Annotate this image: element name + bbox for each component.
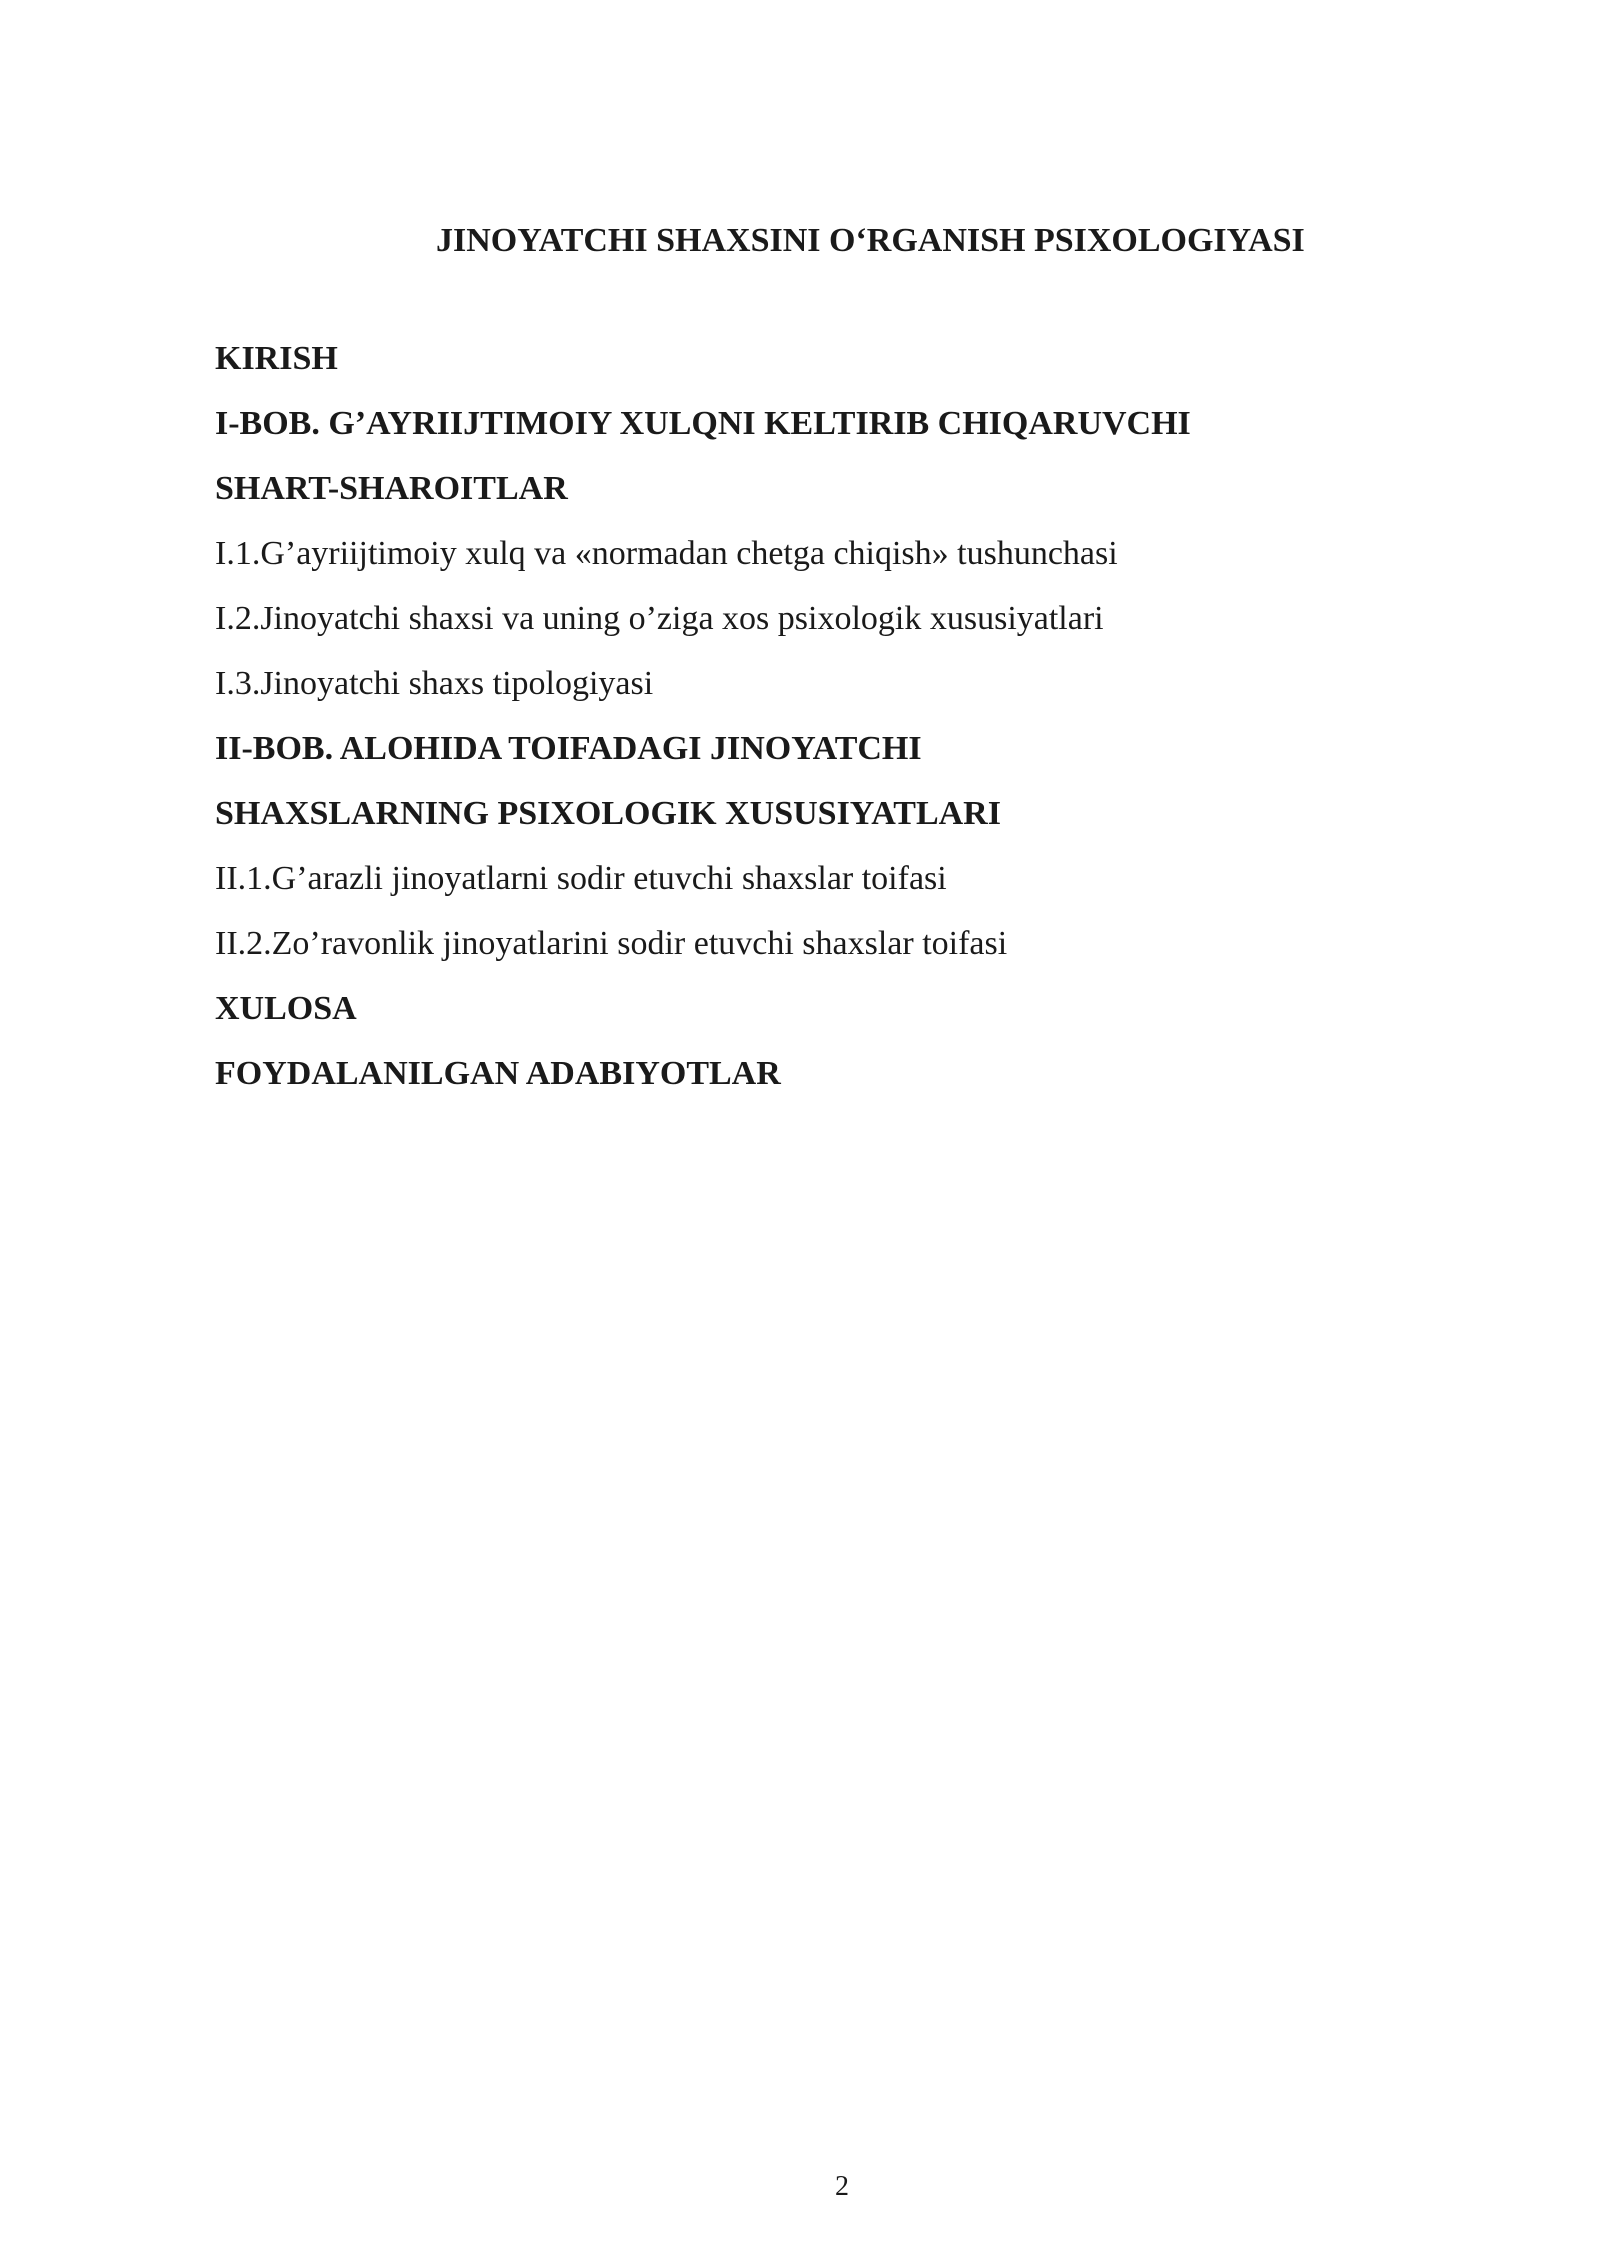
- toc-item-kirish: KIRISH: [215, 340, 338, 377]
- toc-item-xulosa: XULOSA: [215, 990, 357, 1027]
- toc-item-section-1-2: I.2.Jinoyatchi shaxsi va uning o’ziga xos psixologik xususiyatlari: [215, 600, 1104, 637]
- toc-item-section-1-1: I.1.G’ayriijtimoiy xulq va «normadan chetga chiqish» tushunchasi: [215, 535, 1118, 572]
- page-number: 2: [835, 2171, 849, 2202]
- page-title: JINOYATCHI SHAXSINI O‘RGANISH PSIXOLOGIYASI: [436, 222, 1305, 259]
- toc-item-section-1-3: I.3.Jinoyatchi shaxs tipologiyasi: [215, 665, 654, 702]
- table-of-contents: [215, 326, 1191, 1106]
- toc-item-chapter-2-line-2: SHAXSLARNING PSIXOLOGIK XUSUSIYATLARI: [215, 795, 1001, 832]
- toc-item-section-2-1: II.1.G’arazli jinoyatlarni sodir etuvchi shaxslar toifasi: [215, 860, 947, 897]
- toc-item-adabiyotlar: FOYDALANILGAN ADABIYOTLAR: [215, 1055, 781, 1092]
- toc-item-chapter-1-line-1: I-BOB. G’AYRIIJTIMOIY XULQNI KELTIRIB CHIQARUVCHI: [215, 405, 1191, 442]
- toc-item-section-2-2: II.2.Zo’ravonlik jinoyatlarini sodir etuvchi shaxslar toifasi: [215, 925, 1008, 962]
- toc-item-chapter-2-line-1: II-BOB. ALOHIDA TOIFADAGI JINOYATCHI: [215, 730, 922, 767]
- toc-item-chapter-1-line-2: SHART-SHAROITLAR: [215, 470, 568, 507]
